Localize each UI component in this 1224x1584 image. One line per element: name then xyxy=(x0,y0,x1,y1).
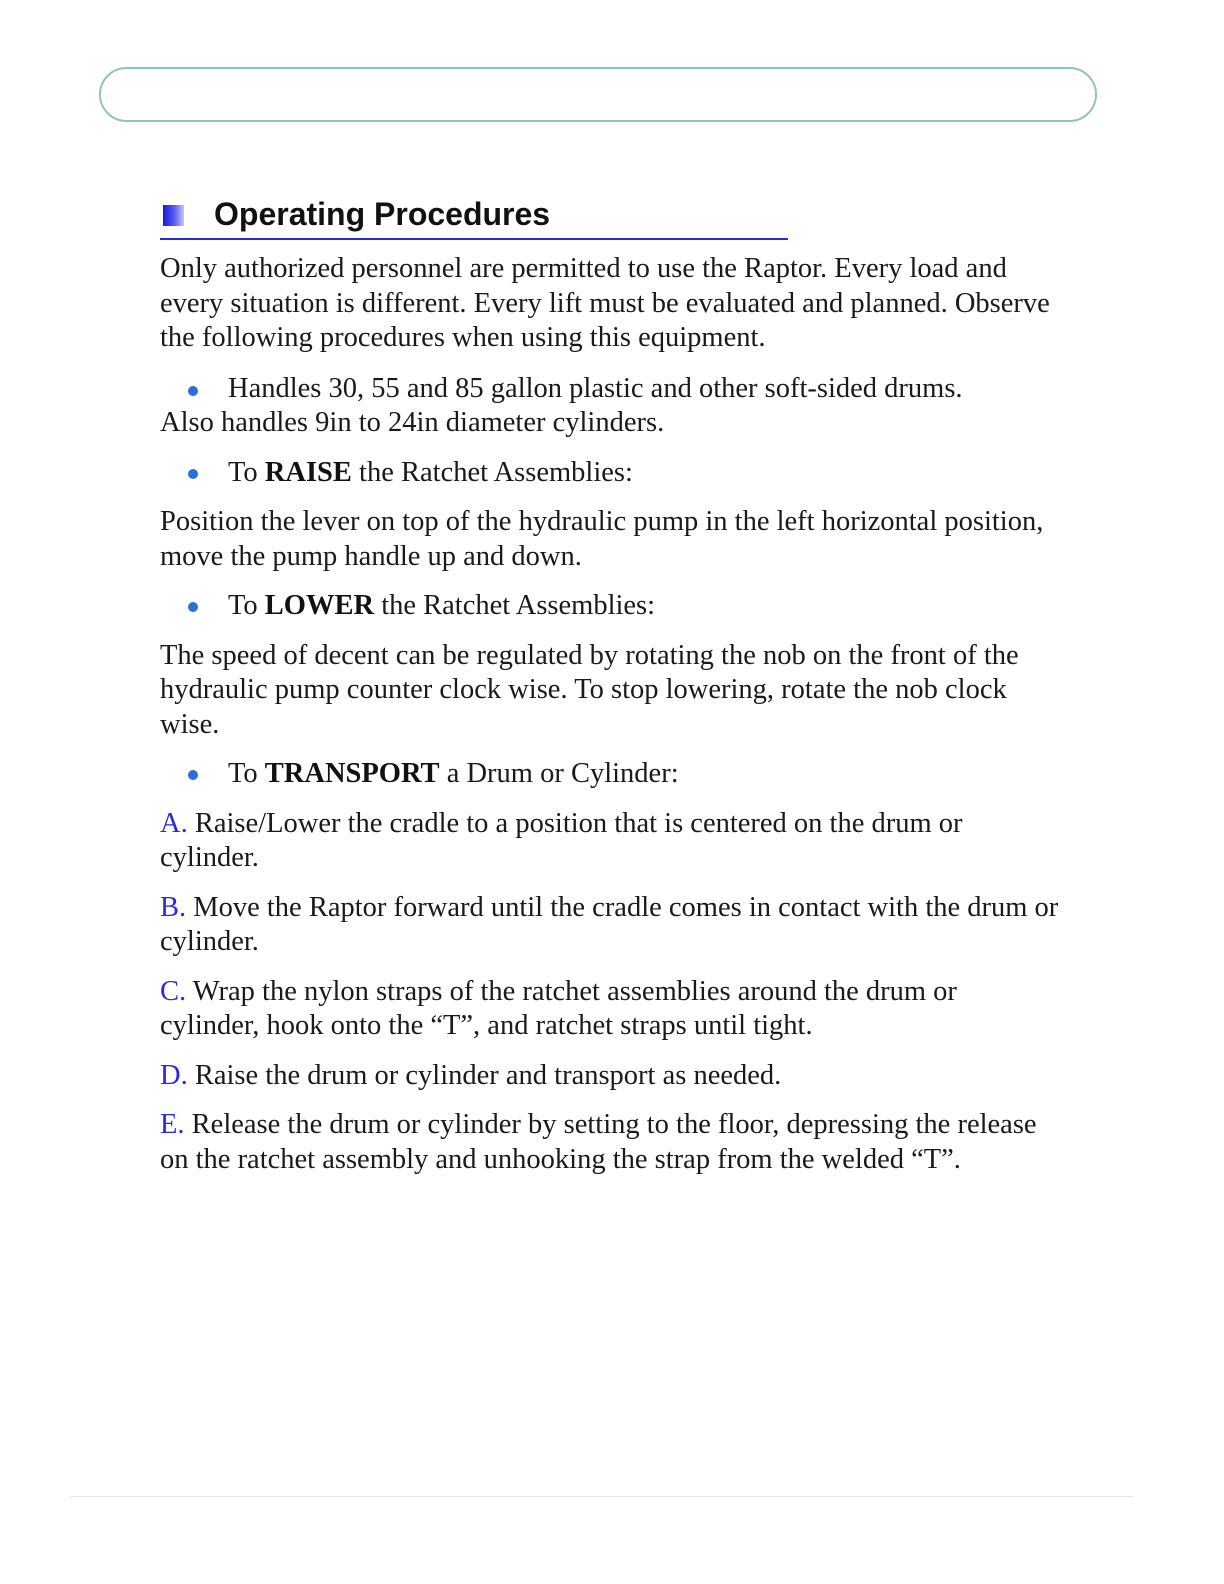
handles-continuation: Also handles 9in to 24in diameter cylinders. xyxy=(160,407,665,438)
document-body xyxy=(160,252,1060,1192)
raise-keyword: RAISE xyxy=(264,456,352,488)
lower-prefix: To xyxy=(228,590,265,621)
transport-prefix: To xyxy=(228,758,265,789)
step-letter: E. xyxy=(160,1109,185,1140)
handles-bullet-text: Handles 30, 55 and 85 gallon plastic and other soft-sided drums. xyxy=(228,372,963,404)
bullet-icon xyxy=(188,386,198,396)
bullet-icon xyxy=(188,469,198,479)
step-letter: C. xyxy=(160,975,187,1007)
step-c xyxy=(160,975,1060,1044)
transport-keyword: TRANSPORT xyxy=(264,758,440,789)
step-letter: D. xyxy=(160,1059,188,1091)
transport-suffix: a Drum or Cylinder: xyxy=(439,758,679,789)
raise-prefix: To xyxy=(228,456,265,488)
handles-paragraph xyxy=(160,372,1060,441)
bullet-item-lower xyxy=(160,589,1060,624)
bullet-icon xyxy=(188,770,198,780)
bullet-item-handles xyxy=(160,373,963,404)
step-b xyxy=(160,891,1060,960)
step-e xyxy=(160,1108,1060,1177)
raise-body: Position the lever on top of the hydraulic pump in the left horizontal position, move the pump handle up and down. xyxy=(160,506,1044,572)
intro-paragraph: Only authorized personnel are permitted to use the Raptor. Every load and every situation is different. Every lift must be evaluated and planned. Observe the following procedures when using this equipment. xyxy=(160,253,1050,353)
bullet-item-transport xyxy=(160,757,1060,792)
bullet-icon xyxy=(188,602,198,612)
lower-suffix: the Ratchet Assemblies: xyxy=(374,590,656,621)
step-text: Raise the drum or cylinder and transport as needed. xyxy=(187,1059,782,1091)
header-banner xyxy=(99,67,1097,122)
lower-body: The speed of decent can be regulated by rotating the nob on the front of the hydraulic pump counter clock wise. To stop lowering, rotate the nob clock wise. xyxy=(160,639,1019,740)
step-d xyxy=(160,1059,1060,1094)
step-letter: A. xyxy=(160,807,188,839)
raise-suffix: the Ratchet Assemblies: xyxy=(351,456,633,488)
step-letter: B. xyxy=(160,891,187,923)
bullet-item-raise xyxy=(160,456,1060,491)
step-text: Raise/Lower the cradle to a position that is centered on the drum or cylinder. xyxy=(160,807,963,873)
step-text: Wrap the nylon straps of the ratchet assemblies around the drum or cylinder, hook onto the “T”, and ratchet straps until tight. xyxy=(160,975,957,1041)
step-a xyxy=(160,807,1060,876)
lower-keyword: LOWER xyxy=(264,590,375,621)
footer-divider xyxy=(70,1496,1134,1497)
page-title: Operating Procedures xyxy=(214,196,551,232)
step-text: Move the Raptor forward until the cradle comes in contact with the drum or cylinder. xyxy=(160,891,1059,957)
section-heading xyxy=(160,192,788,240)
heading-square-icon xyxy=(163,205,184,226)
step-text: Release the drum or cylinder by setting to the floor, depressing the release on the ratchet assembly and unhooking the strap from the welded “T”. xyxy=(160,1109,1037,1175)
